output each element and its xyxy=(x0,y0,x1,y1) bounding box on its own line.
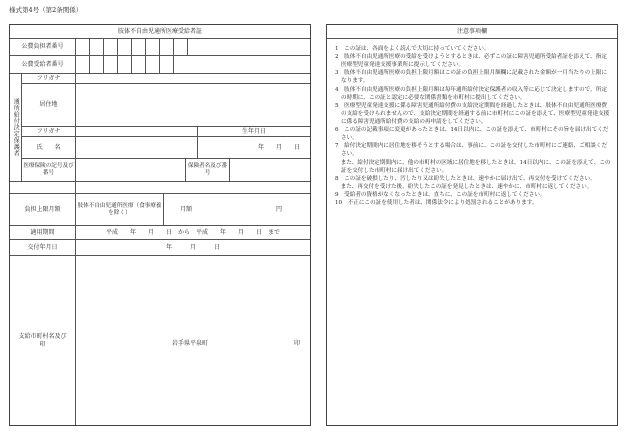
guardian-group-label: 通所給付決定保護者 xyxy=(10,74,22,182)
note-item: また、給付決定期間内に、他の市町村の区域に居住地を移したときは、14日以内に、この証を添えて、この証を交付した市町村に届け出てください。 xyxy=(335,159,611,174)
issuer-label: 支給市町村名及び印 xyxy=(10,256,76,425)
limit-month: 月額 xyxy=(180,206,193,213)
insurer-name-value xyxy=(230,159,310,182)
payer-box-1 xyxy=(76,39,90,56)
recipient-box-5 xyxy=(132,56,146,74)
note-item: 4 肢体不自由児通所医療の負担上限月額は毎年通所給付決定保護者の収入等に応じて決定しますので、所定の時期に、この証と認定に必要な関係書類を市町村に提出してください。 xyxy=(335,86,607,101)
period-label: 適用期間 xyxy=(10,226,76,240)
note-item: 1 この証は、各面をよく読んで大切に持っていてください。 xyxy=(335,46,490,52)
certificate-title: 肢体不自由児通所医療受給者証 xyxy=(10,25,310,39)
certificate-card xyxy=(9,24,311,426)
name-label: 氏 名 xyxy=(22,137,76,159)
child-label: 肢体不自由児 xyxy=(10,182,76,194)
issuer-value xyxy=(76,256,310,425)
limit-desc: 肢体不自由児通所医療（食事療養を除く） xyxy=(76,194,164,226)
limit-label: 負担上限月額 xyxy=(10,194,76,226)
insurance-symbol-value xyxy=(76,159,186,182)
form-number-label: 様式第4号（第2条関係） xyxy=(9,6,83,14)
limit-value xyxy=(164,194,310,226)
payer-blank xyxy=(188,39,310,56)
notes-title: 注意事項欄 xyxy=(327,25,617,39)
issue-value: 年 月 日 xyxy=(76,240,310,256)
recipient-box-2 xyxy=(90,56,104,74)
note-item: 3 肢体不自由児通所医療の負担上限月額はこの証の負担上限月額欄に記載された金額が一月当たりの上限になります。 xyxy=(335,70,608,85)
note-item: 8 この証を破損したり、汚したり又は紛失したときは、速やかに届け出て、再交付を受けてください。 xyxy=(335,175,596,182)
furigana-value-1 xyxy=(76,74,310,84)
note-item: 7 給付決定期間内に居住地を移そうとする場合は、事前に、この証を交付した市町村にご連絡、ご相談ください。 xyxy=(335,143,608,158)
payer-box-7 xyxy=(160,39,174,56)
payer-box-4 xyxy=(118,39,132,56)
address-label: 居住地 xyxy=(22,84,76,127)
issue-label: 交付年月日 xyxy=(10,240,76,256)
furigana-label-1: フリガナ xyxy=(22,74,76,84)
recipient-box-4 xyxy=(118,56,132,74)
child-blank xyxy=(76,182,310,194)
furigana-value-2 xyxy=(76,127,198,137)
public-payer-no-label: 公費負担者番号 xyxy=(10,39,76,56)
seal-mark: 印 xyxy=(294,340,301,347)
limit-yen: 円 xyxy=(276,206,283,213)
furigana-label-2: フリガナ xyxy=(22,127,76,137)
notes-list xyxy=(335,45,611,207)
recipient-box-1 xyxy=(76,56,90,74)
note-item: 5 医療型児童発達支援に係る障害児通所給付費の支給決定期間を経過したときは、肢体不自由児通所医療費の支給を受けられませんので、支給決定期間を経過する前に市町村にこの証を添えて、医療型児童発達支援に係る障害児通所給付費の支給の再申請をしてください。 xyxy=(335,102,610,125)
note-item: 9 受給者の資格がなくなったときは、直ちに、この証を市町村に返してください。 xyxy=(335,191,546,198)
address-value xyxy=(76,84,310,127)
note-item: 6 この証の記載事項に変更があったときは、14日以内に、この証を添えて、市町村にその旨を届け出てください。 xyxy=(335,127,609,142)
issuer-town: 岩手県平泉町 xyxy=(172,340,209,347)
recipient-box-6 xyxy=(146,56,160,74)
note-item: 10 不正にこの証を使用した者は、関係法令により処罰されることがあります。 xyxy=(335,200,538,207)
payer-box-2 xyxy=(90,39,104,56)
payer-box-5 xyxy=(132,39,146,56)
payer-box-3 xyxy=(104,39,118,56)
recipient-blank xyxy=(174,56,310,74)
recipient-box-7 xyxy=(160,56,174,74)
public-recipient-no-label: 公費受給者番号 xyxy=(10,56,76,74)
dob-label: 生年月日 xyxy=(198,127,310,137)
note-item: また、再交付を受けた後、紛失したこの証を発見したときは、速やかに、市町村に返してください。 xyxy=(335,183,593,190)
dob-value: 年 月 日 xyxy=(198,137,310,159)
note-item: 2 肢体不自由児通所医療の受給を受けようとするときは、必ずこの証に障害児通所受給者証を添えて、指定医療型児童発達支援事業所に提示してください。 xyxy=(335,54,607,69)
period-value: 平成 年 月 日 から 平成 年 月 日 まで xyxy=(76,226,310,240)
payer-box-6 xyxy=(146,39,160,56)
insurer-name-label: 保険者名及び番号 xyxy=(186,159,230,182)
payer-box-8 xyxy=(174,39,188,56)
notes-card xyxy=(326,24,618,426)
recipient-box-3 xyxy=(104,56,118,74)
name-value xyxy=(76,137,198,159)
insurance-symbol-label: 医療保険の記号及び番号 xyxy=(22,159,76,182)
